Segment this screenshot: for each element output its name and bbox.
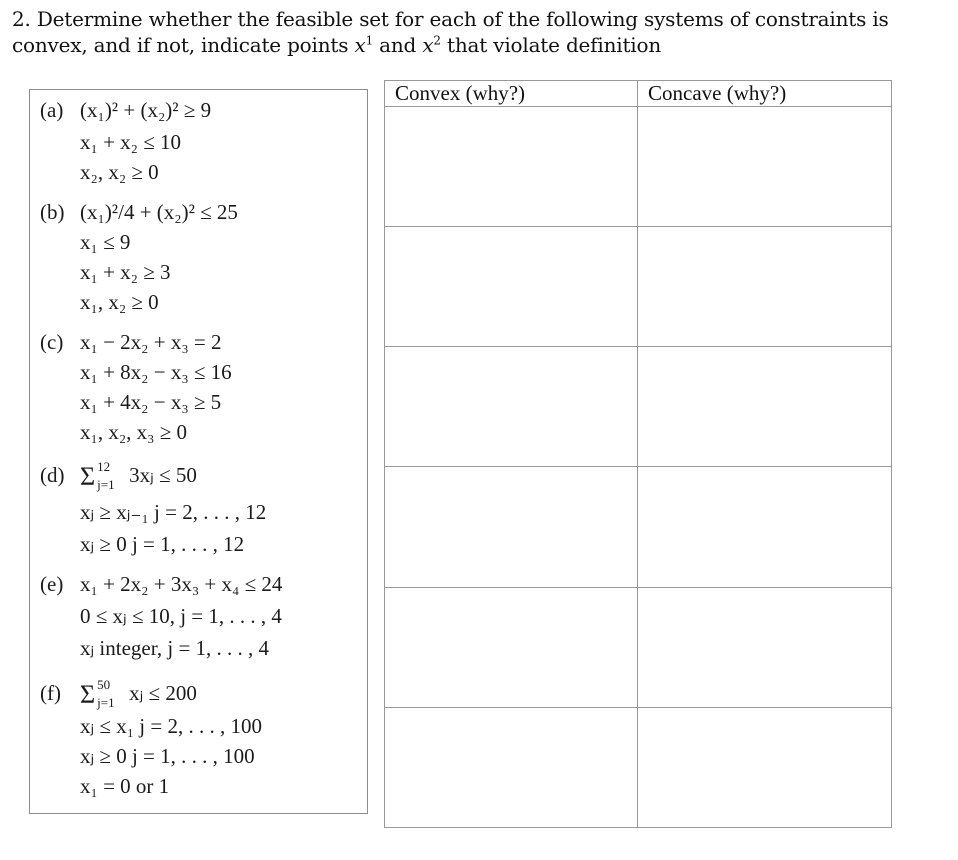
summation-upper-limit: 12 <box>97 459 111 474</box>
problem-f-constraint-3: xⱼ ≥ 0 j = 1, . . . , 100 <box>80 744 255 768</box>
problem-a-line-1 <box>40 98 211 122</box>
question-line-2-end: that violate definition <box>440 33 662 57</box>
problem-f-line-1 <box>40 677 197 710</box>
problem-e-line-1 <box>40 572 282 596</box>
question-line-1: 2. Determine whether the feasible set for each of the following systems of constraints is <box>12 7 889 31</box>
summation-lower-limit: j=1 <box>97 695 115 710</box>
problem-d-constraint-1: 3xⱼ ≤ 50 <box>129 463 197 487</box>
concave-answer-cell[interactable] <box>638 347 892 467</box>
problem-e-constraint-2: 0 ≤ xⱼ ≤ 10, j = 1, . . . , 4 <box>80 604 282 628</box>
convex-answer-cell[interactable] <box>385 707 638 827</box>
concave-answer-cell[interactable] <box>638 107 892 227</box>
problem-c-constraint-1: x₁ − 2x₂ + x₃ = 2 <box>80 330 222 354</box>
question-line-2-start: convex, and if not, indicate points <box>12 33 355 57</box>
problem-c-line-1 <box>40 330 222 354</box>
problem-d-line-1 <box>40 459 197 492</box>
convex-answer-cell[interactable] <box>385 107 638 227</box>
summation-limits <box>95 459 129 492</box>
problem-c-constraint-3: x₁ + 4x₂ − x₃ ≥ 5 <box>80 390 222 414</box>
problem-b-constraint-4: x₁, x₂ ≥ 0 <box>80 290 159 314</box>
problem-b-line-1 <box>40 200 238 224</box>
summation-limits <box>95 677 129 710</box>
question-heading <box>12 6 942 58</box>
answer-row-a <box>385 107 892 227</box>
problem-c-constraint-2: x₁ + 8x₂ − x₃ ≤ 16 <box>80 360 232 384</box>
summation-sign: Σ <box>80 462 96 491</box>
answer-row-b <box>385 227 892 347</box>
answer-row-f <box>385 707 892 827</box>
concave-answer-cell[interactable] <box>638 227 892 347</box>
convex-answer-cell[interactable] <box>385 227 638 347</box>
problem-e-constraint-1: x₁ + 2x₂ + 3x₃ + x₄ ≤ 24 <box>80 572 283 596</box>
convex-answer-cell[interactable] <box>385 467 638 587</box>
problem-f-label: (f) <box>40 681 61 705</box>
summation-upper-limit: 50 <box>97 677 111 692</box>
summation-sign: Σ <box>80 680 96 709</box>
problem-a-constraint-3: x₂, x₂ ≥ 0 <box>80 160 159 184</box>
column-header-convex: Convex (why?) <box>385 81 638 107</box>
problem-f-constraint-4: x₁ = 0 or 1 <box>80 774 170 798</box>
convex-answer-cell[interactable] <box>385 587 638 707</box>
question-and: and <box>373 33 423 57</box>
point-x2-superscript: 2 <box>433 33 441 48</box>
answer-row-d <box>385 467 892 587</box>
constraint-systems-box <box>29 89 368 814</box>
problem-c-label: (c) <box>40 330 64 354</box>
question-line-2 <box>12 32 942 58</box>
point-x1-superscript: 1 <box>365 33 373 48</box>
answer-table-header <box>385 81 892 107</box>
problem-e-label: (e) <box>40 572 64 596</box>
problem-f-constraint-1: xⱼ ≤ 200 <box>129 681 197 705</box>
problem-d-constraint-3: xⱼ ≥ 0 j = 1, . . . , 12 <box>80 532 245 556</box>
problem-a-constraint-1: (x₁)² + (x₂)² ≥ 9 <box>80 98 212 122</box>
convex-answer-cell[interactable] <box>385 347 638 467</box>
problem-b-constraint-2: x₁ ≤ 9 <box>80 230 131 254</box>
concave-answer-cell[interactable] <box>638 707 892 827</box>
problem-b-label: (b) <box>40 200 65 224</box>
problem-c-constraint-4: x₁, x₂, x₃ ≥ 0 <box>80 420 187 444</box>
problem-e-constraint-3: xⱼ integer, j = 1, . . . , 4 <box>80 636 270 660</box>
answer-row-c <box>385 347 892 467</box>
problem-a-label: (a) <box>40 98 64 122</box>
point-x2-symbol: x <box>422 33 434 57</box>
problem-d-constraint-2: xⱼ ≥ xⱼ₋₁ j = 2, . . . , 12 <box>80 500 267 524</box>
problem-d-label: (d) <box>40 463 65 487</box>
problem-a-constraint-2: x₁ + x₂ ≤ 10 <box>80 130 182 154</box>
problem-b-constraint-3: x₁ + x₂ ≥ 3 <box>80 260 171 284</box>
problem-f-constraint-2: xⱼ ≤ x₁ j = 2, . . . , 100 <box>80 714 262 738</box>
problem-b-constraint-1: (x₁)²/4 + (x₂)² ≤ 25 <box>80 200 238 224</box>
answer-row-e <box>385 587 892 707</box>
answer-table <box>384 80 892 828</box>
point-x1-symbol: x <box>354 33 366 57</box>
concave-answer-cell[interactable] <box>638 467 892 587</box>
summation-lower-limit: j=1 <box>97 477 115 492</box>
concave-answer-cell[interactable] <box>638 587 892 707</box>
column-header-concave: Concave (why?) <box>638 81 892 107</box>
